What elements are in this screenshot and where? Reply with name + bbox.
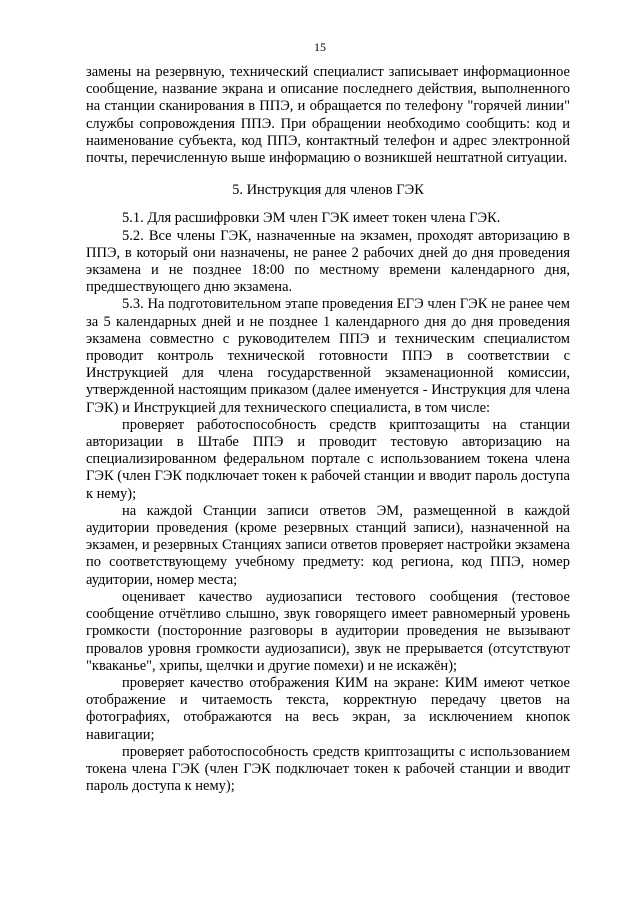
page-number: 15 [314, 40, 326, 54]
document-body [86, 64, 570, 795]
section-title: 5. Инструкция для членов ГЭК [232, 182, 424, 199]
paragraph-5-3: 5.3. На подготовительном этапе проведения ЕГЭ член ГЭК не ранее чем за 5 календарных дней и не позднее 1 календарного дня до дня проведения экзамена совместно с руководителем ППЭ и техническим специалистом проводит контроль технической готовности ППЭ в соответствии с Инструкцией для члена государственной экзаменационной комиссии, утвержденной настоящим приказом (далее именуется - Инструкция для члена ГЭК) и Инструкцией для технического специалиста, в том числе: [86, 296, 570, 416]
paragraph-5-1: 5.1. Для расшифровки ЭМ член ГЭК имеет токен члена ГЭК. [122, 210, 501, 227]
list-item: на каждой Станции записи ответов ЭМ, размещенной в каждой аудитории проведения (кроме резервных станций записи), назначенной на экзамен, и резервных Станциях записи ответов проверяет настройки экзамена по соответствующему учебному предмету: код региона, код ППЭ, номер аудитории, номер места; [86, 502, 570, 588]
list-item: проверяет работоспособность средств криптозащиты на станции авторизации в Штабе ППЭ и проводит тестовую авторизацию на специализированном федеральном портале с использованием токена члена ГЭК (член ГЭК подключает токен к рабочей станции и вводит пароль доступа к нему); [86, 416, 570, 502]
list-item: проверяет качество отображения КИМ на экране: КИМ имеют четкое отображение и читаемость текста, корректную передачу цветов на фотографиях, отображаются на весь экран, за исключением кнопок навигации; [86, 674, 570, 743]
paragraph-5-2: 5.2. Все члены ГЭК, назначенные на экзамен, проходят авторизацию в ППЭ, в который они назначены, не ранее 2 рабочих дней до дня проведения экзамена и не позднее 18:00 по местному времени календарного дня, предшествующего дню экзамена. [86, 227, 570, 296]
paragraph-continuation: замены на резервную, технический специалист записывает информационное сообщение, название экрана и описание последнего действия, выполненного на станции сканирования в ППЭ, и обращается по телефону "горячей линии" службы сопровождения ППЭ. При обращении необходимо сообщить: код и наименование субъекта, код ППЭ, контактный телефон и адрес электронной почты, перечисленную выше информацию о возникшей нештатной ситуации. [86, 64, 570, 167]
list-item: оценивает качество аудиозаписи тестового сообщения (тестовое сообщение отчётливо слышно, звук говорящего имеет равномерный уровень громкости (посторонние разговоры в аудитории проведения не вызывают провалов уровня громкости аудиозаписи), звук не прерывается (отсутствуют "кваканье", хрипы, щелчки и другие помехи) и не искажён); [86, 588, 570, 674]
list-item: проверяет работоспособность средств криптозащиты с использованием токена члена ГЭК (член ГЭК подключает токен к рабочей станции и вводит пароль доступа к нему); [86, 743, 570, 795]
